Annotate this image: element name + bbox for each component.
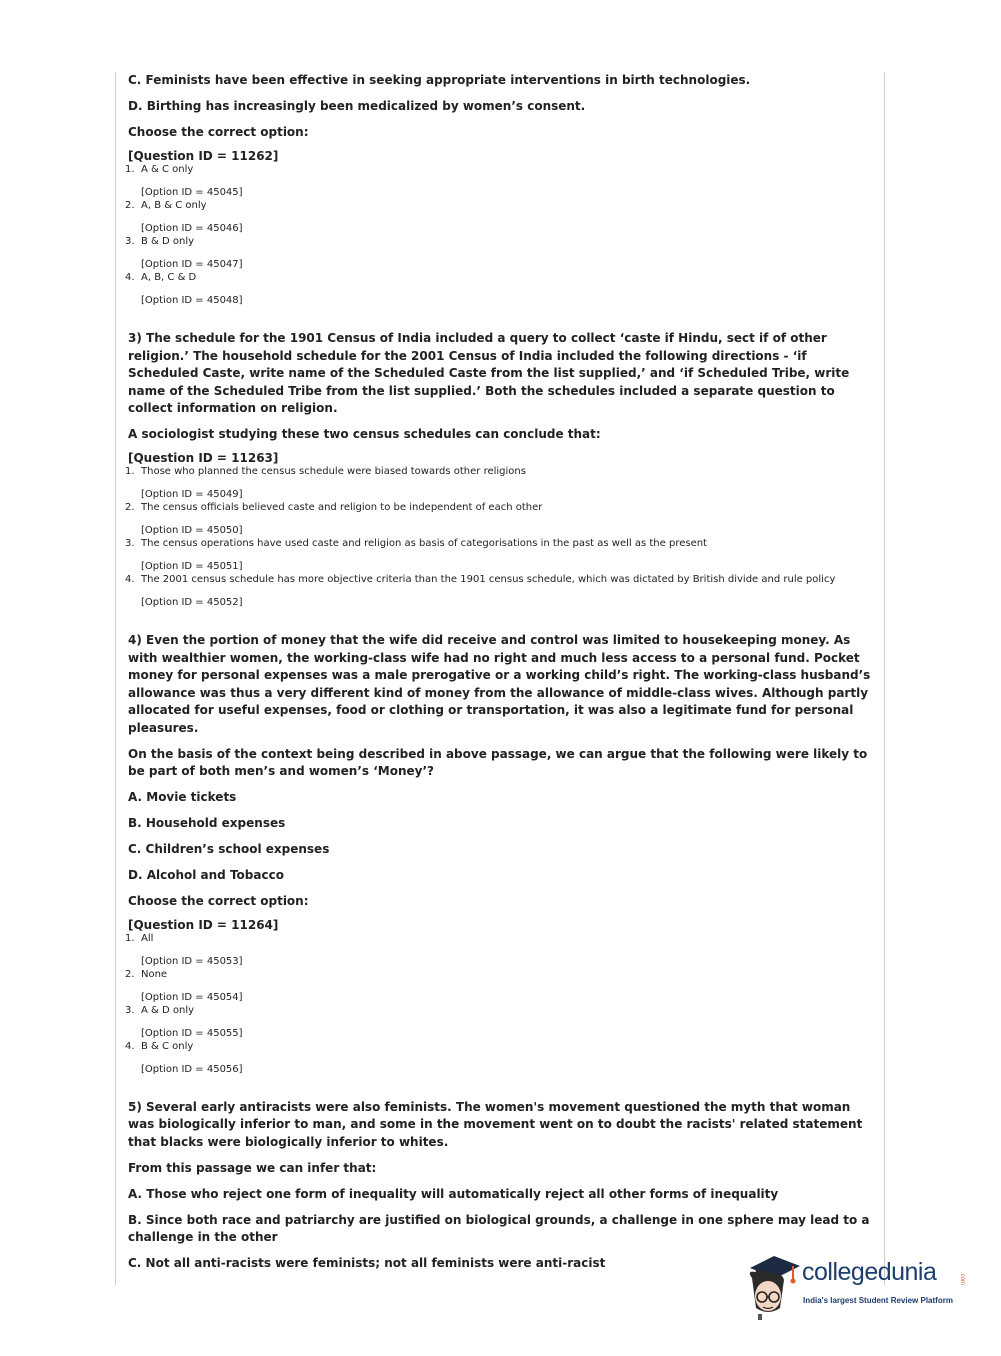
- page-border-left: [115, 72, 116, 1285]
- statement-d: D. Birthing has increasingly been medicalized by women’s consent.: [128, 99, 586, 113]
- statement-c: C. Not all anti-racists were feminists; not all feminists were anti-racist: [128, 1255, 606, 1270]
- option-id: [Option ID = 45047]: [141, 259, 243, 270]
- page-border-right: [884, 72, 885, 1285]
- question-4-stem: 4) Even the portion of money that the wife did receive and control was limited to housekeeping money. As with wealthier women, the working-class wife had no right and much less access to a personal fund. Pocket money for personal expenses was a male prerogative or a working child’s right. The working-class husband’s allowance was thus a very different kind of money from the allowance of middle-class wives. Although partly allocated for useful expenses, food or clothing or transportation, it was also a legitimate fund for personal pleasures.: [128, 632, 871, 735]
- option-item[interactable]: 2. The census officials believed caste and religion to be independent of each other: [125, 501, 543, 513]
- options-list: [125, 465, 873, 609]
- statement-b: B. Since both race and patriarchy are justified on biological grounds, a challenge in one sphere may lead to a challenge in the other: [128, 1212, 870, 1245]
- statement-c: C. Feminists have been effective in seeking appropriate interventions in birth technologies.: [128, 73, 751, 87]
- option-item[interactable]: 3. B & D only: [125, 236, 195, 247]
- statement-c: C. Children’s school expenses: [128, 841, 330, 856]
- option-item[interactable]: 1. All: [125, 932, 154, 944]
- question-5-stem: 5) Several early antiracists were also feminists. The women's movement questioned the myth that woman was biologically inferior to man, and some in the movement went on to doubt the racists' related statement that blacks were biologically inferior to whites.: [128, 1099, 863, 1149]
- option-item[interactable]: 2. A, B & C only: [125, 200, 207, 211]
- option-id: [Option ID = 45048]: [141, 295, 243, 306]
- question-id: [Question ID = 11264]: [128, 917, 279, 932]
- option-item[interactable]: 4. A, B, C & D: [125, 272, 197, 283]
- question-3-prompt: A sociologist studying these two census schedules can conclude that:: [128, 426, 601, 441]
- option-id: [Option ID = 45052]: [141, 596, 243, 608]
- question-id: [Question ID = 11263]: [128, 450, 279, 465]
- option-item[interactable]: 3. The census operations have used caste and religion as basis of categorisations in the past as well as the present: [125, 537, 707, 549]
- option-id: [Option ID = 45051]: [141, 560, 243, 572]
- student-mascot-icon: [742, 1250, 802, 1320]
- choose-option: Choose the correct option:: [128, 893, 309, 908]
- option-id: [Option ID = 45054]: [141, 991, 243, 1003]
- statement-b: B. Household expenses: [128, 815, 286, 830]
- option-id: [Option ID = 45055]: [141, 1027, 243, 1039]
- statement-d: D. Alcohol and Tobacco: [128, 867, 284, 882]
- option-id: [Option ID = 45056]: [141, 1063, 243, 1075]
- option-id: [Option ID = 45049]: [141, 488, 243, 500]
- option-item[interactable]: 1. Those who planned the census schedule were biased towards other religions: [125, 465, 526, 477]
- statement-a: A. Movie tickets: [128, 789, 237, 804]
- option-item[interactable]: 2. None: [125, 968, 168, 980]
- logo-com: .com: [959, 1272, 965, 1286]
- logo-tagline: India's largest Student Review Platform: [803, 1296, 953, 1305]
- statement-a: A. Those who reject one form of inequality will automatically reject all other forms of inequality: [128, 1186, 779, 1201]
- question-3-stem: 3) The schedule for the 1901 Census of India included a query to collect ‘caste if Hindu, sect if of other religion.’ The household schedule for the 2001 Census of India included the following directions - ‘if Scheduled Caste, write name of the Scheduled Caste from the list supplied,’ and ‘if Scheduled Tribe, write name of the Scheduled Tribe from the list supplied.’ Both the schedules included a separate question to collect information on religion.: [128, 331, 850, 416]
- options-list: [125, 932, 873, 1076]
- question-id: [Question ID = 11262]: [128, 149, 279, 163]
- question-4-prompt: On the basis of the context being described in above passage, we can argue that the following were likely to be part of both men’s and women’s ‘Money’?: [128, 746, 868, 779]
- option-id: [Option ID = 45050]: [141, 524, 243, 536]
- option-id: [Option ID = 45046]: [141, 223, 243, 234]
- option-item[interactable]: 3. A & D only: [125, 1004, 195, 1016]
- option-item[interactable]: 4. B & C only: [125, 1040, 194, 1052]
- options-list: [125, 163, 873, 307]
- question-5-prompt: From this passage we can infer that:: [128, 1160, 377, 1175]
- logo-brand: collegedunia: [802, 1258, 937, 1286]
- option-id: [Option ID = 45053]: [141, 955, 243, 967]
- option-item[interactable]: 4. The 2001 census schedule has more objective criteria than the 1901 census schedule, which was dictated by British divide and rule policy: [125, 573, 836, 585]
- collegedunia-logo[interactable]: [742, 1250, 972, 1320]
- option-id: [Option ID = 45045]: [141, 187, 243, 198]
- choose-option: Choose the correct option:: [128, 125, 309, 139]
- option-item[interactable]: 1. A & C only: [125, 164, 194, 175]
- document-content: [125, 72, 873, 1272]
